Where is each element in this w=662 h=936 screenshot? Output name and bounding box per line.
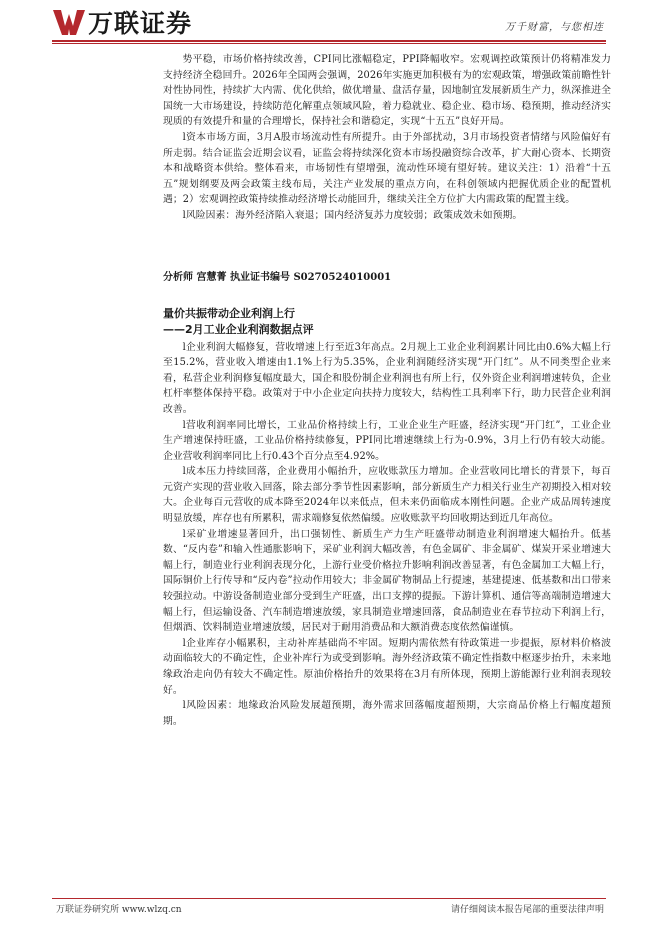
footer-disclaimer: 请仔细阅读本报告尾部的重要法律声明 — [450, 905, 604, 915]
section-paragraph: l成本压力持续回落，企业费用小幅抬升，应收账款压力增加。企业营收同比增长的背景下，每百元资产实现的营业收入回落，除去部分季节性因素影响，部分新质生产力相关行业生产初期投入相对较大。企业每百元营收的成本降至2024年以来低点，但未来仍面临成本刚性问题。企业产成品周转速度明显放缓，库存也有所累积，需求端修复依然偏缓。应收账款平均回收期达到近几年高位。 — [163, 466, 611, 525]
section-paragraph: l采矿业增速显著回升，出口强韧性、新质生产力生产旺盛带动制造业利润增速大幅抬升。低基数、“反内卷”和输入性通胀影响下，采矿业利润大幅改善，有色金属矿、非金属矿、煤炭开采业增速大幅上行，制造业行业利润表现分化，上游行业受价格拉升影响利润改善显著，有色金属加工大幅上行，国际铜价上行传导和“反内卷”拉动作用较大；非金属矿物制品上行提速，基建提速、低基数和出口带来较强拉动。中游设备制造业部分受到生产旺盛，出口支撑的提振。下游计算机、通信等高端制造增速大幅上行，但运输设备、汽车制造增速放缓，家具制造业增速回落，食品制造业在春节拉动下利润上行，但烟酒、饮料制造业增速放缓，居民对于耐用消费品和大额消费态度依然偏谨慎。 — [163, 528, 611, 634]
section-paragraph: l企业利润大幅修复，营收增速上行至近3年高点。2月规上工业企业利润累计同比由0.6%大幅上行至15.2%，营业收入增速由1.1%上行为5.35%，企业利润随经济实现“开门红”。从不同类型企业来看，私营企业利润修复幅度最大，国企和股份制企业利润也有所上行，仅外资企业利润增速转负，企业杠杆率整体保持平稳。政策对于中小企业定向扶持力度较大，结构性工具利率下行，助力民营企业利润改善。 — [163, 341, 611, 415]
brand-logo — [52, 6, 192, 38]
intro-risk-paragraph: l风险因素：海外经济陷入衰退；国内经济复苏力度较弱；政策成效未如预期。 — [182, 209, 523, 221]
header-divider — [52, 40, 606, 42]
report-body — [163, 52, 611, 729]
intro-paragraph: l资本市场方面，3月A股市场流动性有所提升。由于外部扰动，3月市场投资者情绪与风险偏好有所走弱。结合证监会近期会议看，证监会将持续深化资本市场投融资综合改革，扩大耐心资本、长期资本和战略资本供给。整体看来，市场韧性有望增强，流动性环境有望好转。建议关注：1）沿着“十五五”规划纲要及两会政策主线布局，关注产业发展的重点方向，在科创领域内把握优质企业的配置机遇；2）宏观调控政策持续推动经济增长动能回升，继续关注全方位扩大内需政策的配置主线。 — [163, 131, 611, 206]
brand-name: 万联证券 — [88, 9, 193, 38]
header-divider-thin — [52, 43, 606, 44]
brand-slogan: 万千财富，与您相连 — [505, 22, 604, 33]
w-logo-icon — [52, 7, 86, 37]
intro-paragraph: 势平稳，市场价格持续改善，CPI同比涨幅稳定，PPI降幅收窄。宏观调控政策预计仍将精准发力支持经济全稳回升。2026年全国两会强调，2026年实施更加积极有为的宏观政策，增强政策前瞻性针对性协同性，持续扩大内需、优化供给，做优增量、盘活存量，因地制宜发展新质生产力，纵深推进全国统一大市场建设，持续防范化解重点领域风险，着力稳就业、稳企业、稳市场、稳预期，推动经济实现质的有效提升和量的合理增长，保持社会和谐稳定，实现“十五五”良好开局。 — [163, 54, 611, 128]
page-header — [0, 0, 662, 46]
footer-source: 万联证券研究所 www.wlzq.cn — [56, 905, 182, 915]
section-risk-paragraph: l风险因素：地缘政治风险发展超预期，海外需求回落幅度超预期，大宗商品价格上行幅度超预期。 — [163, 700, 611, 727]
section-paragraph: l营收利润率同比增长，工业品价格持续上行，工业企业生产旺盛，经济实现“开门红”，工业企业生产增速保持旺盛，工业品价格持续修复，PPI同比增速继续上行为-0.9%，3月上行仍有较大动能。企业营收利润率同比上行0.43个百分点至4.92%。 — [163, 419, 611, 462]
analyst-line: 分析师 宫慧菁 执业证书编号 S0270524010001 — [163, 271, 392, 283]
section-paragraph: l企业库存小幅累积，主动补库基础尚不牢固。短期内需依然有待政策进一步提振，原材料价格波动面临较大的不确定性，企业补库行为或受到影响。海外经济政策不确定性指数中枢逐步抬升，未来地缘政治走向仍有较大不确定性。原油价格抬升的效果将在3月有所体现，预期上游能源行业利润表现较好。 — [163, 637, 611, 696]
section-title: 量价共振带动企业利润上行 — [163, 306, 295, 320]
section-subtitle: ——2月工业企业利润数据点评 — [163, 322, 314, 336]
footer-divider — [52, 898, 606, 899]
